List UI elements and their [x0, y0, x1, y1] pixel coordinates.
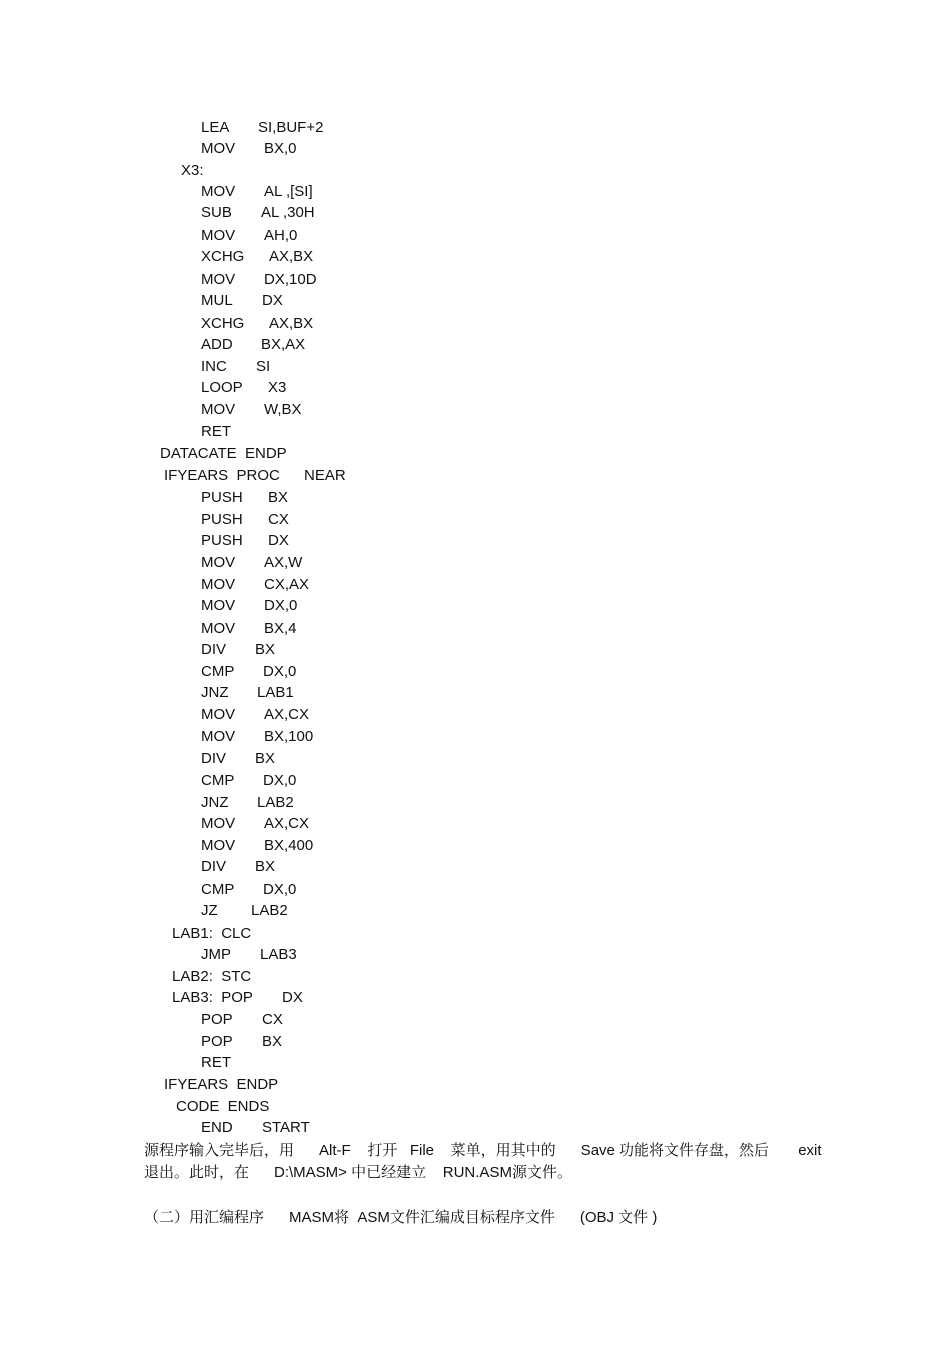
code-label: X3: [181, 162, 204, 179]
code-operand: AL ,30H [261, 204, 315, 221]
code-line [164, 1075, 278, 1095]
code-line [201, 814, 310, 834]
code-operand: BX [268, 489, 289, 506]
code-line [201, 531, 289, 551]
code-operand: BX,AX [261, 336, 306, 353]
code-operand: X3 [268, 379, 287, 396]
code-opcode: PUSH [201, 532, 243, 549]
code-line [201, 1053, 231, 1073]
code-opcode: RET [201, 423, 231, 440]
code-opcode: DIV [201, 750, 227, 767]
code-line [172, 924, 251, 944]
code-line [201, 422, 231, 442]
code-operand: BX [255, 750, 276, 767]
code-operand: SI,BUF+2 [258, 119, 324, 136]
code-opcode: DIV [201, 641, 227, 658]
code-opcode: MOV [201, 620, 236, 637]
code-line [201, 640, 276, 660]
code-opcode: CMP [201, 772, 235, 789]
code-line [160, 444, 287, 464]
code-operand: AX,CX [264, 706, 310, 723]
code-opcode: MOV [201, 227, 236, 244]
code-operand: LAB3 [260, 946, 297, 963]
code-operand: DX,0 [263, 772, 297, 789]
code-operand: LAB2 [257, 794, 294, 811]
code-line [201, 727, 314, 747]
code-operand: AX,BX [269, 315, 314, 332]
code-label: IFYEARS ENDP [164, 1076, 279, 1093]
code-opcode: MOV [201, 597, 236, 614]
code-opcode: MOV [201, 183, 236, 200]
code-operand: LAB2 [251, 902, 288, 919]
code-opcode: INC [201, 358, 227, 375]
code-operand: CX [262, 1011, 283, 1028]
code-operand: DX,0 [263, 881, 297, 898]
code-opcode: LEA [201, 119, 230, 136]
code-line [201, 575, 310, 595]
code-line [201, 880, 297, 900]
code-operand: AX,W [264, 554, 303, 571]
code-line [201, 226, 298, 246]
code-label: LAB1: CLC [172, 925, 252, 942]
code-opcode: JZ [201, 902, 218, 919]
code-opcode: CMP [201, 881, 235, 898]
code-line [201, 203, 315, 223]
code-line [181, 161, 204, 181]
code-operand: NEAR [304, 467, 346, 484]
code-line [201, 139, 297, 159]
code-line [201, 771, 297, 791]
code-line [201, 182, 313, 202]
code-line [201, 488, 289, 508]
code-line [201, 1118, 310, 1138]
code-label: LAB2: STC [172, 968, 252, 985]
code-line [201, 793, 294, 813]
code-operand: AH,0 [264, 227, 298, 244]
code-operand: DX [262, 292, 283, 309]
code-line [201, 683, 294, 703]
code-opcode: END [201, 1119, 233, 1136]
code-operand: BX,4 [264, 620, 297, 637]
code-opcode: JNZ [201, 794, 229, 811]
code-line [201, 662, 297, 682]
code-opcode: POP [201, 1011, 233, 1028]
code-operand: AL ,[SI] [264, 183, 313, 200]
code-opcode: JMP [201, 946, 231, 963]
code-line [201, 945, 297, 965]
code-label: IFYEARS PROC [164, 467, 280, 484]
code-opcode: DIV [201, 858, 227, 875]
code-opcode: MOV [201, 706, 236, 723]
code-line [201, 619, 297, 639]
code-opcode: PUSH [201, 489, 243, 506]
code-line [201, 378, 287, 398]
code-label: CODE ENDS [176, 1098, 270, 1115]
code-line [201, 901, 288, 921]
code-operand: DX [268, 532, 289, 549]
code-opcode: POP [201, 1033, 233, 1050]
code-opcode: PUSH [201, 511, 243, 528]
code-line [201, 357, 271, 377]
code-opcode: MOV [201, 576, 236, 593]
code-line [201, 857, 276, 877]
code-line [201, 335, 306, 355]
code-operand: BX,400 [264, 837, 314, 854]
code-opcode: CMP [201, 663, 235, 680]
code-line [172, 967, 251, 987]
code-operand: W,BX [264, 401, 302, 418]
code-line [201, 836, 314, 856]
code-label: DATACATE ENDP [160, 445, 287, 462]
code-operand: BX [255, 641, 276, 658]
code-line [201, 247, 314, 267]
code-line [201, 553, 303, 573]
code-opcode: MOV [201, 837, 236, 854]
code-operand: START [262, 1119, 310, 1136]
code-label: LAB3: POP [172, 989, 253, 1006]
code-line [201, 270, 317, 290]
code-operand: LAB1 [257, 684, 294, 701]
code-operand: BX,100 [264, 728, 314, 745]
code-line [201, 314, 314, 334]
code-opcode: MOV [201, 728, 236, 745]
code-opcode: MOV [201, 815, 236, 832]
code-line [201, 118, 324, 138]
code-line [201, 1010, 283, 1030]
code-operand: BX,0 [264, 140, 297, 157]
prose-line-2: 退出。此时，在 D:\MASM> 中已经建立 RUN.ASM源文件。 [144, 1164, 572, 1181]
code-operand: AX,BX [269, 248, 314, 265]
code-operand: CX [268, 511, 289, 528]
code-opcode: SUB [201, 204, 232, 221]
code-line [164, 466, 346, 486]
code-operand: DX,0 [264, 597, 298, 614]
code-line [201, 596, 298, 616]
prose-line-1: 源程序输入完毕后，用 Alt-F 打开 File 菜单，用其中的 Save 功能将文件存盘，然后 exit [144, 1142, 822, 1159]
section-heading: （二）用汇编程序 MASM将 ASM文件汇编成目标程序文件 (OBJ 文件 ) [144, 1209, 658, 1226]
code-operand: BX [262, 1033, 283, 1050]
code-operand: DX,10D [264, 271, 317, 288]
code-line [201, 1032, 283, 1052]
code-opcode: RET [201, 1054, 231, 1071]
code-opcode: JNZ [201, 684, 229, 701]
code-opcode: ADD [201, 336, 233, 353]
code-line [201, 400, 302, 420]
code-opcode: MOV [201, 401, 236, 418]
code-opcode: XCHG [201, 315, 245, 332]
code-opcode: MOV [201, 140, 236, 157]
code-line [201, 510, 289, 530]
code-operand: SI [256, 358, 271, 375]
code-line [172, 988, 303, 1008]
code-operand: DX,0 [263, 663, 297, 680]
code-opcode: MUL [201, 292, 233, 309]
code-opcode: MOV [201, 554, 236, 571]
code-operand: CX,AX [264, 576, 310, 593]
code-line [176, 1097, 269, 1117]
code-line [201, 705, 310, 725]
code-opcode: LOOP [201, 379, 243, 396]
code-operand: AX,CX [264, 815, 310, 832]
code-line [201, 749, 276, 769]
code-operand: BX [255, 858, 276, 875]
code-line [201, 291, 283, 311]
code-opcode: MOV [201, 271, 236, 288]
code-operand: DX [282, 989, 303, 1006]
code-opcode: XCHG [201, 248, 245, 265]
